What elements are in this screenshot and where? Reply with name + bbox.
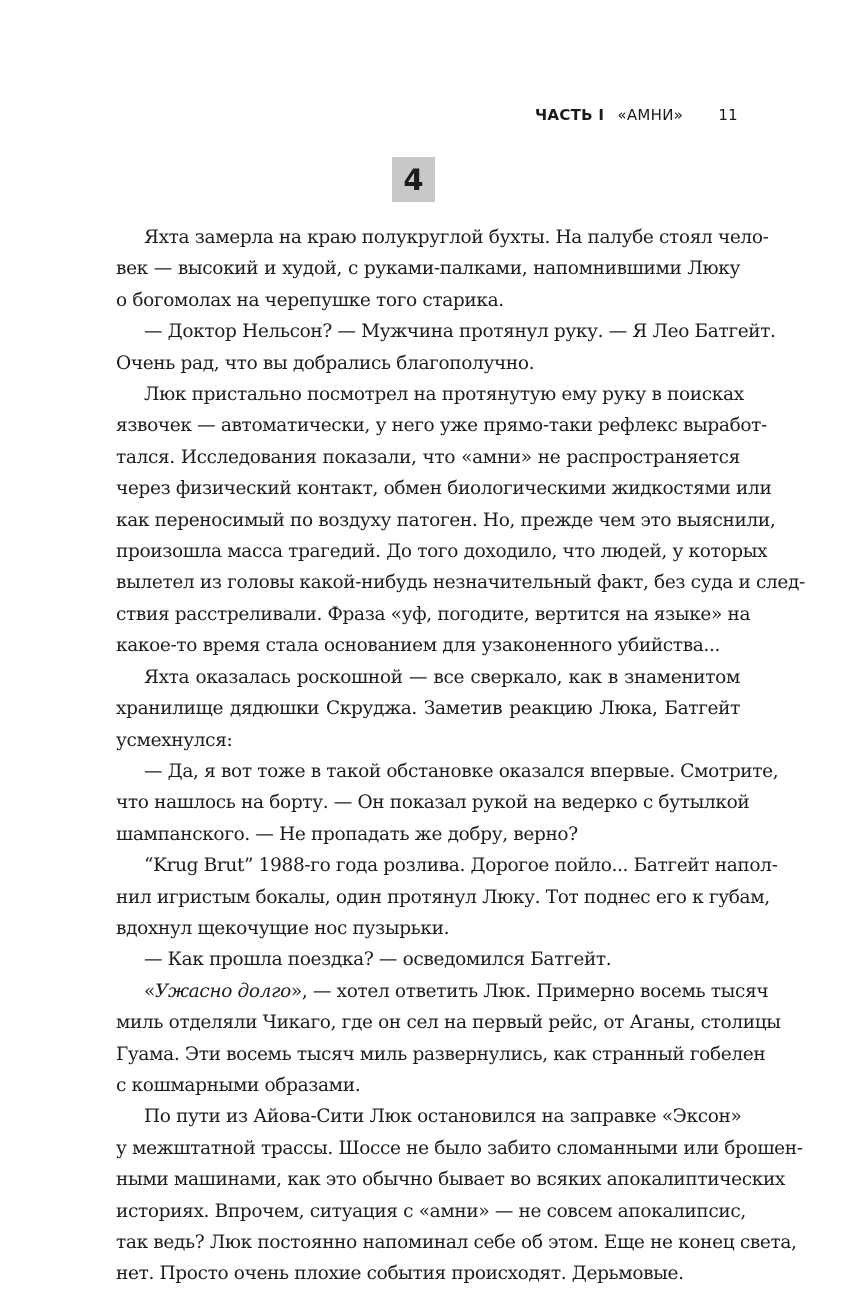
text-line: Люк пристально посмотрел на протянутую ему руку в поисках — [144, 384, 744, 406]
page-number: 11 — [718, 106, 738, 124]
text-line: как переносимый по воздуху патоген. Но, прежде чем это выяснили, — [116, 509, 776, 531]
text-line: “Krug Brut” 1988-го года розлива. Дорогое пойло... Батгейт напол- — [144, 855, 778, 877]
text-line: — Как прошла поездка? — осведомился Батгейт. — [144, 949, 612, 971]
section-title: «АМНИ» — [617, 106, 684, 124]
text-line: усмехнулся: — [116, 729, 233, 751]
text-line: — Да, я вот тоже в такой обстановке оказался впервые. Смотрите, — [144, 760, 779, 782]
text-line: историях. Впрочем, ситуация с «амни» — не совсем апокалипсис, — [116, 1200, 746, 1222]
text-line: ствия расстреливали. Фраза «уф, погодите, вертится на языке» на — [116, 603, 751, 625]
text-line: так ведь? Люк постоянно напоминал себе об этом. Еще не конец света, — [116, 1232, 797, 1253]
chapter-number: 4 — [403, 162, 424, 197]
text-line: миль отделяли Чикаго, где он сел на первый рейс, от Аганы, столицы — [116, 1012, 781, 1034]
running-header — [535, 106, 738, 124]
text-line: Яхта оказалась роскошной — все сверкало, как в знаменитом — [144, 666, 740, 688]
text-line: вылетел из головы какой-нибудь незначительный факт, без суда и след- — [116, 572, 805, 594]
text-line: По пути из Айова-Сити Люк остановился на заправке «Эксон» — [144, 1106, 742, 1128]
text-line: о богомолах на черепушке того старика. — [116, 289, 504, 311]
paragraph — [116, 944, 740, 975]
part-label: ЧАСТЬ I — [534, 106, 605, 124]
text-line: вдохнул щекочущие нос пузырьки. — [116, 917, 450, 939]
paragraph — [116, 316, 776, 379]
paragraph — [116, 222, 769, 316]
paragraph — [116, 976, 781, 1102]
paragraph — [116, 756, 779, 850]
text-line: Гуама. Эти восемь тысяч миль развернулись, как странный гобелен — [116, 1043, 766, 1065]
paragraph — [116, 850, 778, 944]
text-line: нил игристым бокалы, один протянул Люку. Тот поднес его к губам, — [116, 886, 770, 908]
text-line: тался. Исследования показали, что «амни» не распространяется — [116, 446, 740, 468]
text-line: что нашлось на борту. — Он показал рукой на ведерко с бутылкой — [116, 792, 750, 814]
paragraph — [116, 1101, 803, 1289]
text-line: через физический контакт, обмен биологическими жидкостями или — [116, 478, 772, 500]
text-line: хранилище дядюшки Скруджа. Заметив реакцию Люка, Батгейт — [116, 698, 740, 720]
text-line: у межштатной трассы. Шоссе не было забито сломанными или брошен- — [116, 1137, 803, 1159]
text-line: ными машинами, как это обычно бывает во всяких апокалиптических — [116, 1169, 786, 1191]
text-line: шампанского. — Не пропадать же добру, верно? — [116, 823, 578, 845]
paragraph — [116, 379, 805, 662]
body-text — [116, 222, 805, 1290]
text-line: век — высокий и худой, с руками-палками, напомнившими Люку — [116, 258, 740, 280]
text-line: какое-то время стала основанием для узаконенного убийства... — [116, 635, 721, 657]
text-line: «Ужасно долго», — хотел ответить Люк. Примерно восемь тысяч — [144, 980, 769, 1002]
chapter-number-badge — [392, 157, 435, 202]
text-line: нет. Просто очень плохие события происходят. Дерьмовые. — [116, 1263, 684, 1285]
text-line: — Доктор Нельсон? — Мужчина протянул руку. — Я Лео Батгейт. — [144, 321, 776, 343]
text-line: язвочек — автоматически, у него уже прямо-таки рефлекс выработ- — [116, 415, 767, 437]
text-line: Яхта замерла на краю полукруглой бухты. На палубе стоял чело- — [144, 227, 769, 248]
text-line: произошла масса трагедий. До того доходило, что людей, у которых — [116, 541, 768, 563]
paragraph — [116, 662, 740, 756]
text-line: с кошмарными образами. — [116, 1074, 361, 1096]
text-line: Очень рад, что вы добрались благополучно. — [116, 352, 535, 374]
